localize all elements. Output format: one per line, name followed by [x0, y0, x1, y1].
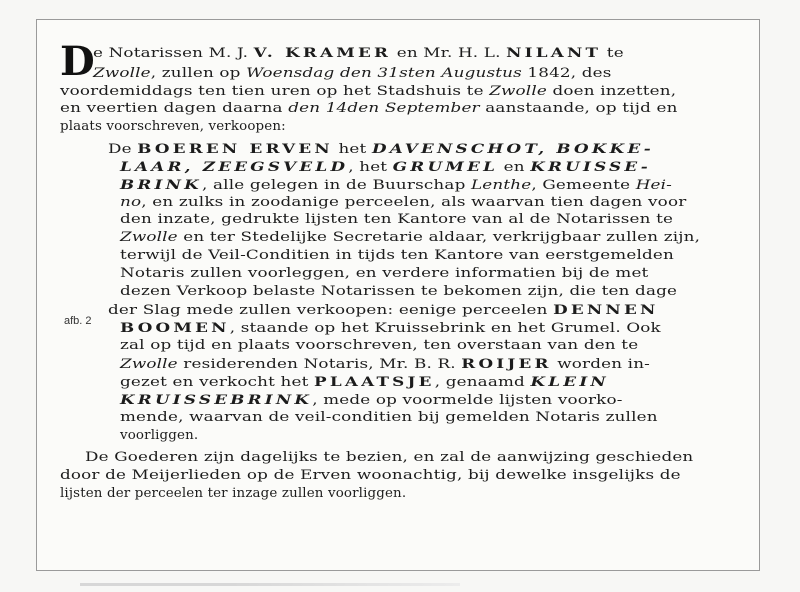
- text-segment: Zwolle: [120, 230, 178, 245]
- text-segment: Notaris zullen voorleggen, en verdere informatien bij de met: [120, 266, 649, 281]
- text-segment: BOOMEN: [120, 320, 230, 336]
- text-segment: LAAR, ZEEGSVELD: [120, 159, 349, 175]
- figure-reference: afb. 2: [64, 315, 92, 327]
- text-segment: Zwolle: [120, 357, 178, 372]
- text-segment: en ter Stedelijke Secretarie aldaar, verkrijgbaar zullen zijn,: [177, 230, 701, 245]
- text-segment: lijsten der perceelen ter inzage zullen voorliggen.: [60, 486, 407, 501]
- text-segment: , genaamd: [434, 375, 531, 390]
- text-segment: KRUISSEBRINK: [120, 392, 313, 408]
- text-segment: aanstaande, op tijd en: [479, 101, 678, 116]
- text-line: [60, 84, 676, 100]
- text-segment: gezet en verkocht het: [120, 375, 315, 390]
- text-segment: terwijl de Veil-Conditien in tijds ten Kantore van eerstgemelden: [120, 248, 674, 263]
- text-segment: no: [120, 195, 142, 210]
- text-line: [120, 410, 658, 426]
- text-line: [120, 374, 609, 391]
- text-segment: DENNEN: [553, 302, 659, 318]
- text-segment: Hei-: [635, 178, 673, 193]
- text-line: [60, 468, 681, 484]
- text-line: [93, 66, 612, 82]
- text-line: [120, 248, 674, 264]
- text-line: [60, 101, 678, 117]
- text-line: [120, 320, 661, 337]
- text-segment: en: [498, 160, 531, 175]
- text-segment: , zullen op: [150, 66, 247, 81]
- text-line: [120, 159, 651, 176]
- text-line: [120, 266, 648, 282]
- text-segment: DAVENSCHOT, BOKKE-: [371, 141, 655, 157]
- text-segment: dezen Verkoop belaste Notarissen te bekomen zijn, die ten dage: [120, 284, 678, 299]
- text-segment: voordemiddags ten tien uren op het Stadshuis te: [60, 84, 490, 99]
- text-segment: BRINK: [120, 177, 202, 193]
- text-segment: 1842, des: [521, 66, 612, 81]
- faded-caption: [80, 583, 460, 586]
- text-segment: , mede op voormelde lijsten voorko-: [312, 393, 623, 408]
- text-segment: Zwolle: [489, 84, 547, 99]
- text-segment: den 14den September: [288, 101, 480, 116]
- text-segment: PLAATSJE: [314, 374, 435, 390]
- text-line: [120, 212, 673, 228]
- text-line: [60, 119, 286, 135]
- text-segment: Woensdag den 31sten Augustus: [246, 66, 522, 81]
- text-line: [60, 486, 406, 502]
- text-segment: voorliggen.: [120, 428, 199, 443]
- text-line: [120, 177, 672, 194]
- text-segment: , alle gelegen in de Buurschap: [201, 178, 471, 193]
- text-line: [120, 392, 623, 409]
- text-segment: zal op tijd en plaats voorschreven, ten overstaan van den te: [120, 338, 639, 353]
- text-line: [120, 284, 677, 300]
- text-segment: den inzate, gedrukte lijsten ten Kantore van al de Notarissen te: [120, 212, 674, 227]
- text-segment: en Mr. H. L.: [391, 46, 507, 61]
- text-segment: KLEIN: [530, 374, 609, 390]
- text-segment: , staande op het Kruissebrink en het Grumel. Ook: [229, 321, 661, 336]
- text-segment: e Notarissen M. J.: [93, 46, 254, 61]
- text-line: [108, 141, 654, 158]
- text-line: [85, 450, 693, 466]
- text-segment: De Goederen zijn dagelijks te bezien, en zal de aanwijzing geschieden: [85, 450, 694, 465]
- text-segment: De: [108, 142, 138, 157]
- text-segment: NILANT: [506, 45, 602, 61]
- text-segment: Lenthe: [470, 178, 532, 193]
- text-segment: ROIJER: [461, 356, 552, 372]
- text-segment: mende, waarvan de veil-conditien bij gemelden Notaris zullen: [120, 410, 658, 425]
- text-segment: V. KRAMER: [253, 45, 392, 61]
- text-segment: KRUISSE-: [530, 159, 651, 175]
- text-segment: Zwolle: [93, 66, 151, 81]
- text-segment: het: [332, 142, 372, 157]
- text-line: [120, 356, 650, 373]
- text-line: [120, 428, 198, 444]
- text-line: [120, 338, 638, 354]
- text-line: [108, 302, 659, 319]
- text-segment: BOEREN ERVEN: [137, 141, 333, 157]
- text-line: [120, 195, 686, 211]
- text-segment: doen inzetten,: [546, 84, 677, 99]
- text-segment: GRUMEL: [392, 159, 499, 175]
- text-segment: der Slag mede zullen verkoopen: eenige perceelen: [108, 303, 554, 318]
- text-segment: residerenden Notaris, Mr. B. R.: [177, 357, 462, 372]
- text-segment: , Gemeente: [531, 178, 636, 193]
- drop-cap: D: [60, 38, 95, 85]
- text-segment: worden in-: [551, 357, 651, 372]
- text-segment: , het: [348, 160, 393, 175]
- text-segment: te: [601, 46, 624, 61]
- text-line: [120, 230, 700, 246]
- text-segment: , en zulks in zoodanige perceelen, als waarvan tien dagen voor: [141, 195, 687, 210]
- text-line: [93, 45, 624, 62]
- text-segment: plaats voorschreven, verkoopen:: [60, 119, 286, 134]
- text-segment: door de Meijerlieden op de Erven woonachtig, bij dewelke insgelijks de: [60, 468, 681, 483]
- text-segment: en veertien dagen daarna: [60, 101, 289, 116]
